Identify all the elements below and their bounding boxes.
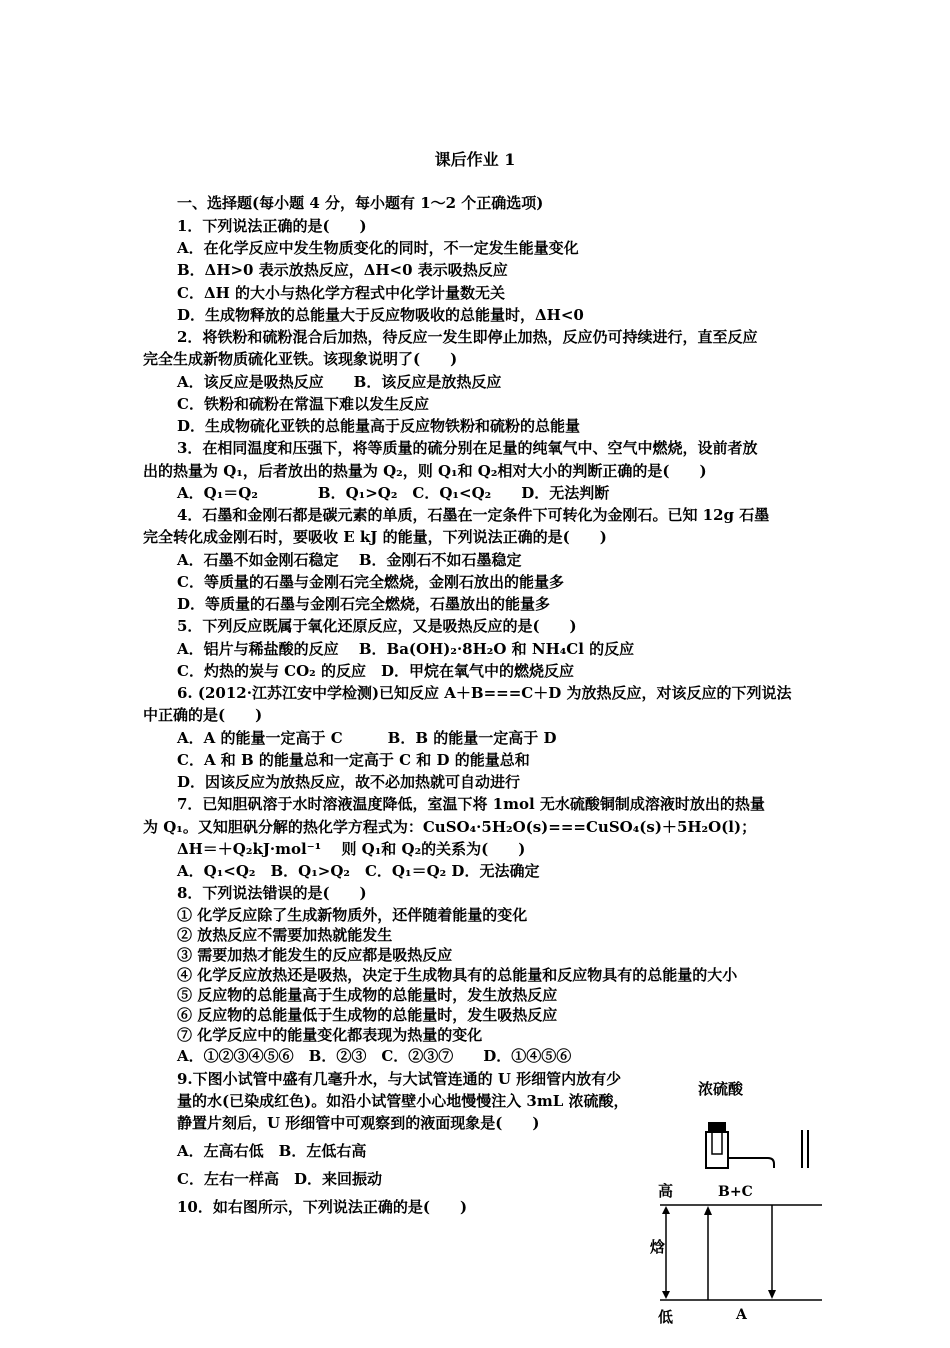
test-tube-apparatus <box>706 1122 808 1168</box>
figure-svg <box>640 1072 840 1344</box>
q7-options: A．Q₁<Q₂ B．Q₁>Q₂ C．Q₁＝Q₂ D．无法确定 <box>177 862 540 880</box>
q1-option-a: A．在化学反应中发生物质变化的同时，不一定发生能量变化 <box>177 239 579 257</box>
q9-options-cd: C．左右一样高 D．来回振动 <box>177 1170 382 1188</box>
q9-fig-label: 浓硫酸 <box>698 1080 744 1098</box>
arrow-up-head <box>704 1206 712 1215</box>
figures <box>640 1072 840 1344</box>
tube-stopper <box>708 1122 726 1132</box>
label-enthalpy: 焓 <box>650 1238 666 1256</box>
q6-option-d: D．因该反应为放热反应，故不必加热就可自动进行 <box>177 773 521 791</box>
q6-stem-1: 6. (2012·江苏江安中学检测)已知反应 A＋B===C＋D 为放热反应，对该反应的下列说法 <box>177 684 792 702</box>
page-title: 课后作业 1 <box>434 150 516 169</box>
label-bc: B+C <box>718 1184 753 1200</box>
enthalpy-diagram <box>649 1182 822 1326</box>
q9-stem-3: 静置片刻后，U 形细管中可观察到的液面现象是( ) <box>177 1114 540 1132</box>
q8-statement-2: ② 放热反应不需要加热就能发生 <box>177 926 393 944</box>
q5-options-cd: C．灼热的炭与 CO₂ 的反应 D．甲烷在氧气中的燃烧反应 <box>177 662 574 680</box>
q9-stem-1: 9.下图小试管中盛有几毫升水，与大试管连通的 U 形细管内放有少 <box>177 1070 622 1088</box>
q8-statement-3: ③ 需要加热才能发生的反应都是吸热反应 <box>177 946 453 964</box>
q8-options: A．①②③④⑤⑥ B．②③ C．②③⑦ D．①④⑤⑥ <box>177 1047 572 1065</box>
q1-option-b: B．ΔH>0 表示放热反应，ΔH<0 表示吸热反应 <box>177 261 508 279</box>
q6-options-ab: A．A 的能量一定高于 C B．B 的能量一定高于 D <box>177 729 557 747</box>
section-heading: 一、选择题(每小题 4 分，每小题有 1～2 个正确选项) <box>177 194 544 212</box>
q4-option-d: D．等质量的石墨与金刚石完全燃烧，石墨放出的能量多 <box>177 595 551 613</box>
q7-stem-3: ΔH＝＋Q₂kJ·mol⁻¹ 则 Q₁和 Q₂的关系为( ) <box>177 840 526 858</box>
q3-stem-2: 出的热量为 Q₁，后者放出的热量为 Q₂，则 Q₁和 Q₂相对大小的判断正确的是( ) <box>143 462 707 480</box>
q1-option-c: C．ΔH 的大小与热化学方程式中化学计量数无关 <box>177 284 505 302</box>
q4-options-ab: A．石墨不如金刚石稳定 B．金刚石不如石墨稳定 <box>177 551 522 569</box>
q2-option-c: C．铁粉和硫粉在常温下难以发生反应 <box>177 395 429 413</box>
q2-option-d: D．生成物硫化亚铁的总能量高于反应物铁粉和硫粉的总能量 <box>177 417 581 435</box>
q9-options-ab: A．左高右低 B．左低右高 <box>177 1142 367 1160</box>
q8-stem: 8．下列说法错误的是( ) <box>177 884 367 902</box>
q2-stem-1: 2．将铁粉和硫粉混合后加热，待反应一发生即停止加热，反应仍可持续进行，直至反应 <box>177 328 758 346</box>
q8-statement-1: ① 化学反应除了生成新物质外，还伴随着能量的变化 <box>177 906 528 924</box>
q7-stem-2: 为 Q₁。又知胆矾分解的热化学方程式为：CuSO₄·5H₂O(s)===CuSO₄(s)＋5H₂O(l)； <box>143 818 757 836</box>
u-tube-connector <box>728 1158 774 1168</box>
q10-stem: 10．如右图所示，下列说法正确的是( ) <box>177 1198 468 1216</box>
axis-arrow-up <box>662 1206 670 1214</box>
large-test-tube <box>706 1132 728 1168</box>
q8-statement-4: ④ 化学反应放热还是吸热，决定于生成物具有的总能量和反应物具有的总能量的大小 <box>177 966 738 984</box>
q4-stem-2: 完全转化成金刚石时，要吸收 E kJ 的能量，下列说法正确的是( ) <box>143 528 607 546</box>
label-low: 低 <box>658 1308 674 1326</box>
q1-option-d: D．生成物释放的总能量大于反应物吸收的总能量时，ΔH<0 <box>177 306 584 324</box>
label-high: 高 <box>658 1182 674 1200</box>
q8-statement-6: ⑥ 反应物的总能量低于生成物的总能量时，发生吸热反应 <box>177 1006 558 1024</box>
q6-option-c: C．A 和 B 的能量总和一定高于 C 和 D 的能量总和 <box>177 751 530 769</box>
label-a: A <box>736 1307 747 1323</box>
q2-options-ab: A．该反应是吸热反应 B．该反应是放热反应 <box>177 373 502 391</box>
q1-stem: 1．下列说法正确的是( ) <box>177 217 367 235</box>
arrow-down-head <box>768 1290 776 1299</box>
q3-options: A．Q₁＝Q₂ B．Q₁>Q₂ C．Q₁<Q₂ D．无法判断 <box>177 484 610 502</box>
q4-option-c: C．等质量的石墨与金刚石完全燃烧，金刚石放出的能量多 <box>177 573 564 591</box>
axis-arrow-down <box>662 1291 670 1299</box>
q2-stem-2: 完全生成新物质硫化亚铁。该现象说明了( ) <box>143 350 458 368</box>
q5-options-ab: A．铝片与稀盐酸的反应 B．Ba(OH)₂·8H₂O 和 NH₄Cl 的反应 <box>177 640 635 658</box>
q6-stem-2: 中正确的是( ) <box>143 706 263 724</box>
q9-stem-2: 量的水(已染成红色)。如沿小试管壁小心地慢慢注入 3mL 浓硫酸， <box>177 1092 629 1110</box>
q5-stem: 5．下列反应既属于氧化还原反应，又是吸热反应的是( ) <box>177 617 577 635</box>
q3-stem-1: 3．在相同温度和压强下，将等质量的硫分别在足量的纯氧气中、空气中燃烧，设前者放 <box>177 439 758 457</box>
q7-stem-1: 7．已知胆矾溶于水时溶液温度降低，室温下将 1mol 无水硫酸铜制成溶液时放出的热量 <box>177 795 765 813</box>
q8-statement-5: ⑤ 反应物的总能量高于生成物的总能量时，发生放热反应 <box>177 986 558 1004</box>
q8-statement-7: ⑦ 化学反应中的能量变化都表现为热量的变化 <box>177 1026 483 1044</box>
q4-stem-1: 4．石墨和金刚石都是碳元素的单质，石墨在一定条件下可转化为金刚石。已知 12g 石墨 <box>177 506 770 524</box>
small-test-tube <box>712 1132 722 1154</box>
